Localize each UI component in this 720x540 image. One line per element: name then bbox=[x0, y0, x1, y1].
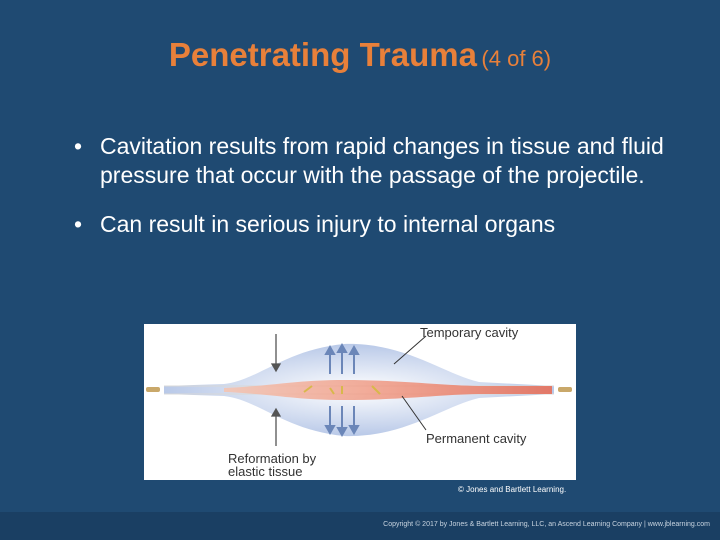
title-main: Penetrating Trauma bbox=[168, 36, 477, 73]
figure-copyright: © Jones and Bartlett Learning. bbox=[458, 485, 567, 494]
bullet-text: Can result in serious injury to internal organs bbox=[100, 211, 556, 237]
label-permanent-cavity: Permanent cavity bbox=[426, 431, 527, 446]
label-temporary-cavity: Temporary cavity bbox=[420, 325, 519, 340]
cavitation-figure bbox=[144, 324, 576, 480]
bullet-marker: • bbox=[74, 133, 83, 159]
label-reformation-1: Reformation by bbox=[228, 451, 317, 466]
bullet-item bbox=[74, 132, 674, 190]
slide-title bbox=[0, 36, 720, 74]
footer-bar bbox=[0, 512, 720, 540]
title-sub: (4 of 6) bbox=[481, 46, 552, 71]
bullet-text: Cavitation results from rapid changes in tissue and fluid pressure that occur with the passage of the projectile. bbox=[100, 133, 664, 188]
bullet-exit-icon bbox=[558, 387, 572, 392]
bullet-entry-icon bbox=[146, 387, 160, 392]
cavitation-diagram bbox=[144, 324, 576, 480]
bullet-item bbox=[74, 210, 674, 239]
footer-copyright: Copyright © 2017 by Jones & Bartlett Learning, LLC, an Ascend Learning Company | www.jblearning.com bbox=[383, 521, 710, 528]
label-reformation-2: elastic tissue bbox=[228, 464, 303, 479]
bullet-list bbox=[74, 132, 674, 259]
bullet-marker: • bbox=[74, 211, 83, 237]
